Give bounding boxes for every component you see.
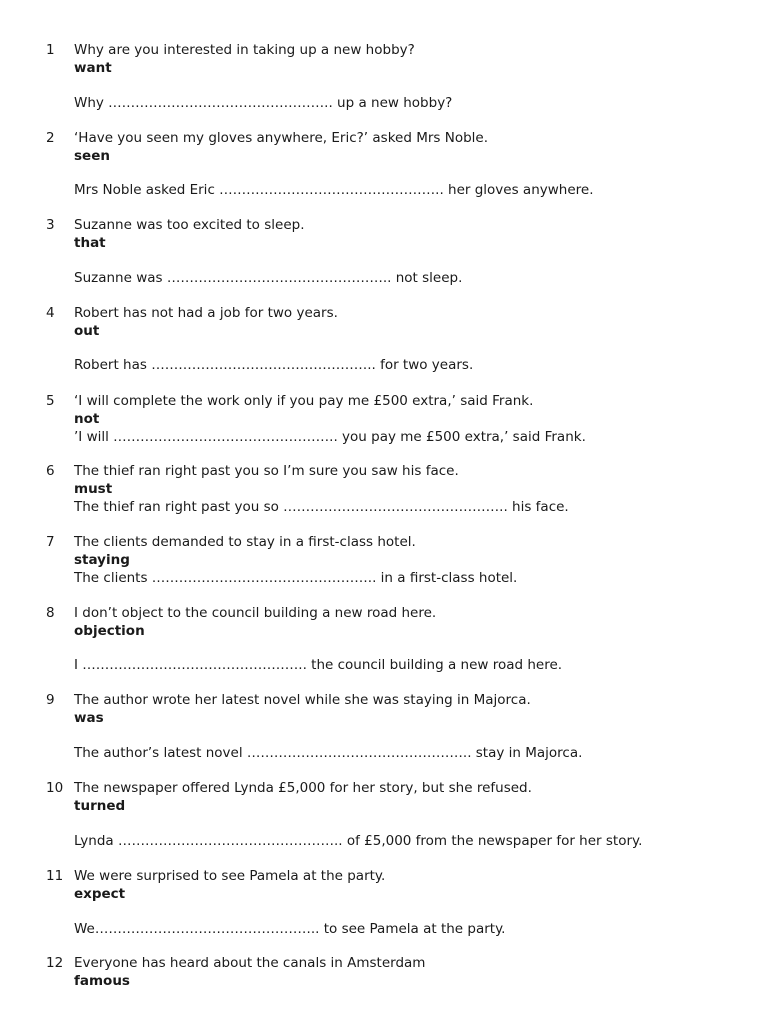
item-number: 8 bbox=[46, 605, 55, 621]
item-sentence: ‘Have you seen my gloves anywhere, Eric?’ asked Mrs Noble. bbox=[74, 130, 488, 146]
item-number: 9 bbox=[46, 692, 55, 708]
item-answer-line: Why ………………………………………….. up a new hobby? bbox=[74, 95, 453, 111]
item-sentence: The clients demanded to stay in a first-class hotel. bbox=[74, 534, 416, 550]
item-keyword: was bbox=[74, 710, 104, 726]
item-number: 3 bbox=[46, 217, 55, 233]
item-number: 7 bbox=[46, 534, 55, 550]
item-sentence: Why are you interested in taking up a new hobby? bbox=[74, 42, 415, 58]
item-keyword: out bbox=[74, 323, 100, 339]
item-answer-line: The author’s latest novel ………………………………………….. stay in Majorca. bbox=[74, 745, 583, 761]
item-answer-line: I ………………………………………….. the council building a new road here. bbox=[74, 657, 563, 673]
item-answer-line: ’I will ………………………………………….. you pay me £500 extra,’ said Frank. bbox=[74, 429, 586, 445]
item-answer-line: The thief ran right past you so ………………………………………….. his face. bbox=[74, 499, 569, 515]
item-keyword: that bbox=[74, 235, 106, 251]
item-sentence: I don’t object to the council building a new road here. bbox=[74, 605, 437, 621]
item-keyword: staying bbox=[74, 552, 130, 568]
item-sentence: Robert has not had a job for two years. bbox=[74, 305, 338, 321]
item-answer-line: Robert has ………………………………………….. for two years. bbox=[74, 357, 474, 373]
item-keyword: must bbox=[74, 481, 113, 497]
item-number: 2 bbox=[46, 130, 55, 146]
item-number: 11 bbox=[46, 868, 64, 884]
item-sentence: The newspaper offered Lynda £5,000 for her story, but she refused. bbox=[74, 780, 532, 796]
item-sentence: The thief ran right past you so I’m sure you saw his face. bbox=[74, 463, 459, 479]
item-keyword: famous bbox=[74, 973, 130, 989]
item-answer-line: Mrs Noble asked Eric ………………………………………….. her gloves anywhere. bbox=[74, 182, 594, 198]
item-keyword: expect bbox=[74, 886, 126, 902]
item-sentence: The author wrote her latest novel while she was staying in Majorca. bbox=[74, 692, 531, 708]
item-keyword: not bbox=[74, 411, 100, 427]
item-sentence: We were surprised to see Pamela at the party. bbox=[74, 868, 386, 884]
item-answer-line: Lynda ………………………………………….. of £5,000 from the newspaper for her story. bbox=[74, 833, 643, 849]
item-keyword: turned bbox=[74, 798, 126, 814]
item-number: 5 bbox=[46, 393, 55, 409]
item-answer-line: Suzanne was ………………………………………….. not sleep. bbox=[74, 270, 463, 286]
item-answer-line: We………………………………………….. to see Pamela at the party. bbox=[74, 921, 506, 937]
item-number: 6 bbox=[46, 463, 55, 479]
item-sentence: ‘I will complete the work only if you pay me £500 extra,’ said Frank. bbox=[74, 393, 534, 409]
item-number: 10 bbox=[46, 780, 64, 796]
item-keyword: objection bbox=[74, 623, 145, 639]
item-number: 12 bbox=[46, 955, 64, 971]
item-answer-line: The clients ………………………………………….. in a first-class hotel. bbox=[74, 570, 518, 586]
item-number: 4 bbox=[46, 305, 55, 321]
item-sentence: Suzanne was too excited to sleep. bbox=[74, 217, 305, 233]
item-sentence: Everyone has heard about the canals in Amsterdam bbox=[74, 955, 426, 971]
item-keyword: seen bbox=[74, 148, 110, 164]
item-keyword: want bbox=[74, 60, 112, 76]
item-number: 1 bbox=[46, 42, 55, 58]
